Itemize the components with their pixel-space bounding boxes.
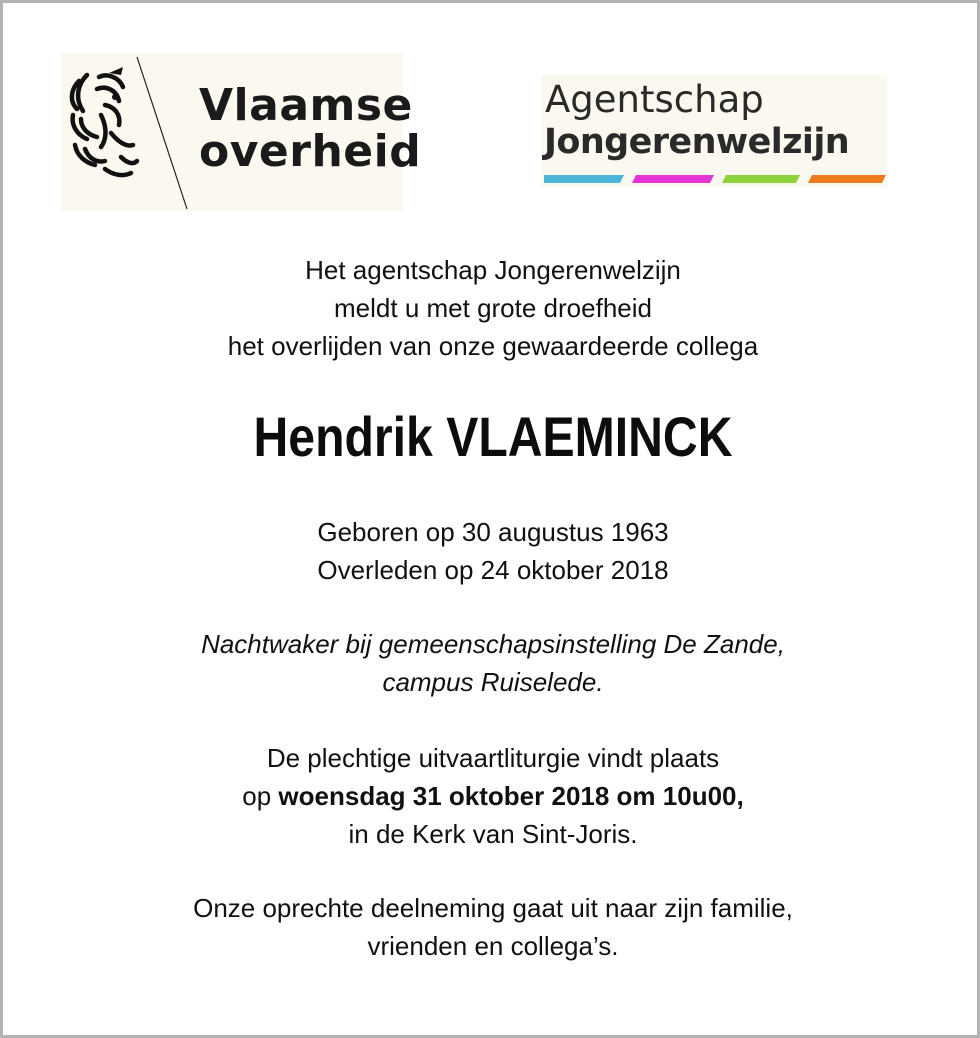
intro-line: Het agentschap Jongerenwelzijn	[305, 255, 681, 285]
intro-line: het overlijden van onze gewaardeerde collega	[227, 331, 759, 361]
stripe-magenta	[632, 175, 714, 183]
intro-text	[3, 251, 980, 365]
color-stripes	[544, 175, 886, 185]
service-date-bold: woensdag 31 oktober 2018 om 10u00,	[278, 781, 744, 811]
closing-line: Onze oprechte deelneming gaat uit naar zijn familie,	[193, 893, 793, 923]
role-line: Nachtwaker bij gemeenschapsinstelling De Zande,	[201, 629, 785, 659]
stripe-orange	[808, 175, 886, 183]
announcement-body	[3, 251, 980, 965]
condolences	[3, 889, 980, 965]
life-dates	[3, 513, 980, 589]
vlaamse-overheid-logo	[61, 53, 422, 211]
birth-date: Geboren op 30 augustus 1963	[317, 517, 669, 547]
agentschap-jongerenwelzijn-logo	[541, 75, 887, 187]
service-location: in de Kerk van Sint-Joris.	[348, 819, 638, 849]
funeral-service	[3, 739, 980, 853]
vlaamse-overheid-wordmark: Vlaamse overheid	[199, 80, 422, 177]
stripe-green	[722, 175, 800, 183]
stripe-blue	[544, 175, 624, 183]
job-description	[3, 625, 980, 701]
intro-line: meldt u met grote droefheid	[334, 293, 652, 323]
closing-line: vrienden en collega’s.	[367, 931, 619, 961]
role-line: campus Ruiselede.	[382, 667, 604, 697]
agentschap-wordmark: Agentschap	[545, 78, 764, 121]
jongerenwelzijn-wordmark: Jongerenwelzijn	[544, 122, 850, 162]
deceased-name: Hendrik VLAEMINCK	[253, 405, 733, 468]
service-datetime: op woensdag 31 oktober 2018 om 10u00,	[242, 781, 744, 811]
flemish-lion-icon	[61, 53, 199, 211]
death-date: Overleden op 24 oktober 2018	[317, 555, 669, 585]
service-line: De plechtige uitvaartliturgie vindt plaats	[266, 743, 720, 773]
